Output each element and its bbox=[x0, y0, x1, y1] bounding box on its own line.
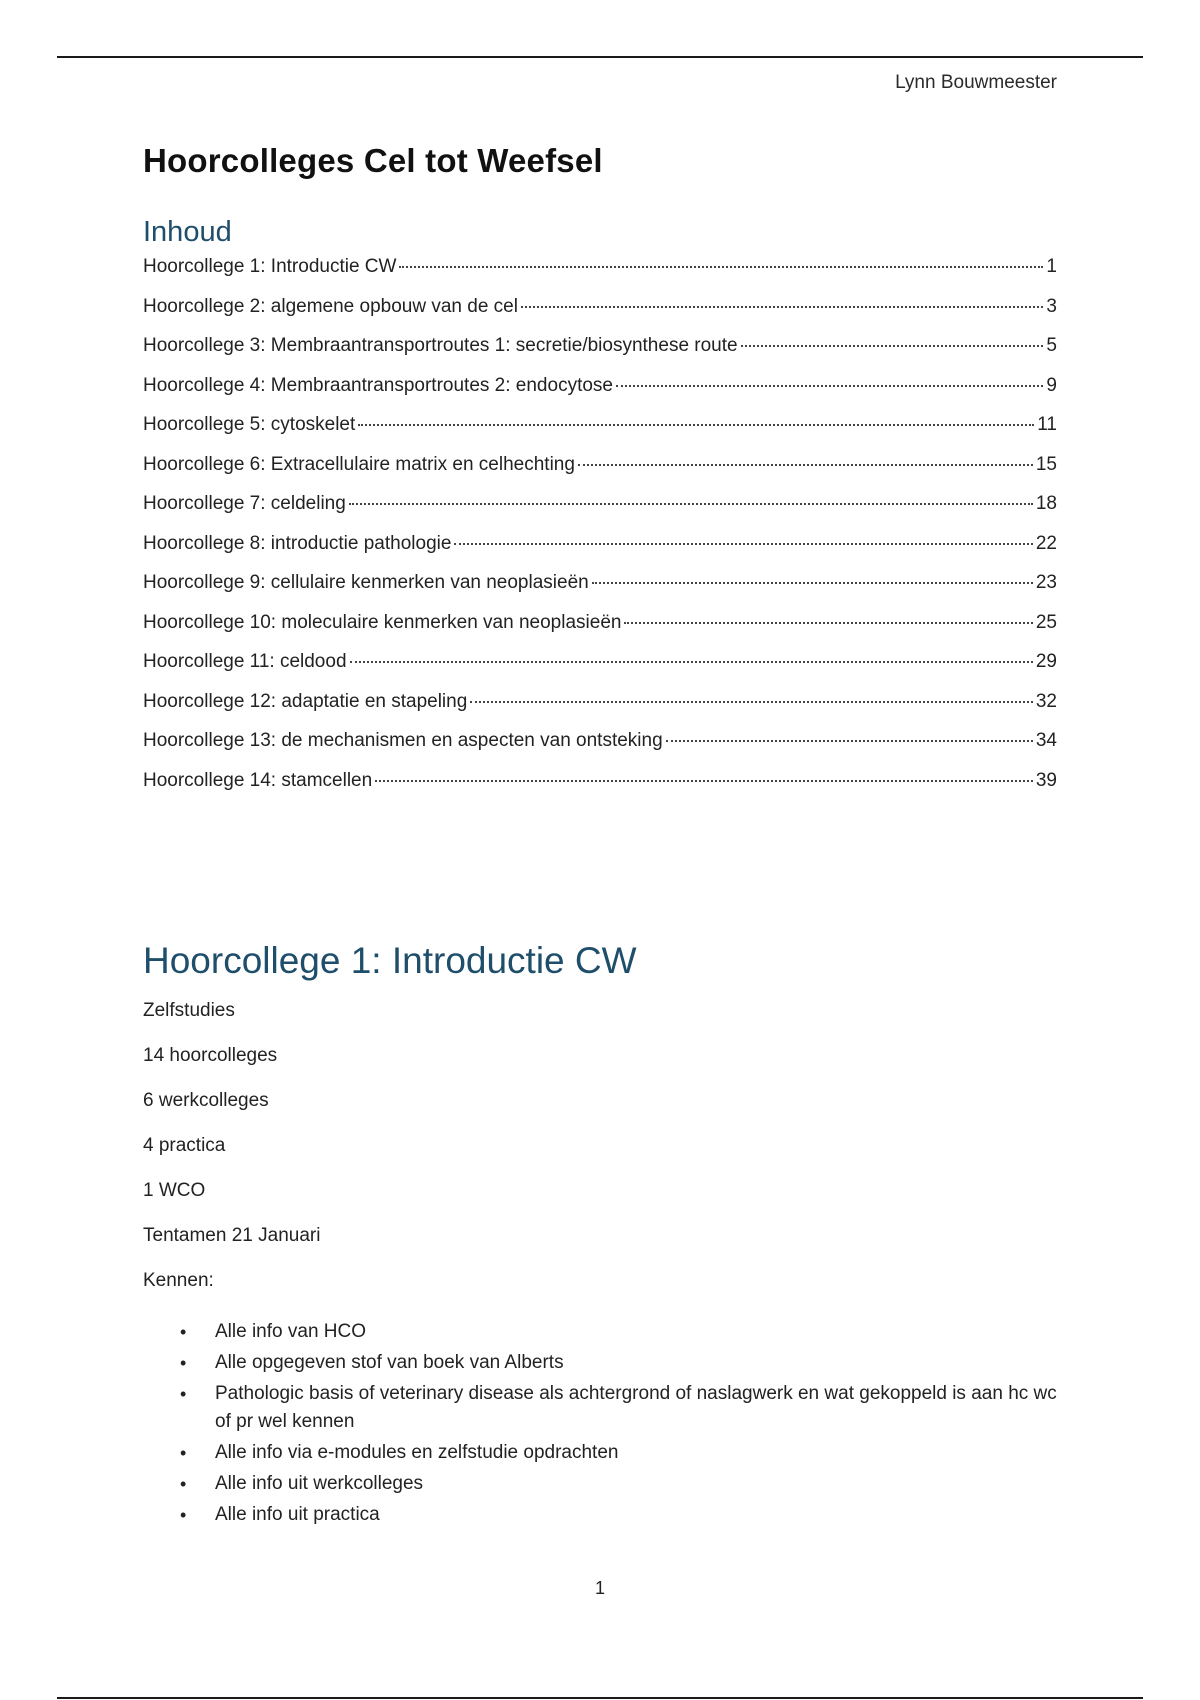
bullet-text: Alle opgegeven stof van boek van Alberts bbox=[215, 1352, 564, 1373]
toc-entry-8[interactable] bbox=[143, 533, 1057, 573]
toc-entry-label: Hoorcollege 6: Extracellulaire matrix en celhechting bbox=[143, 453, 575, 475]
author-name: Lynn Bouwmeester bbox=[895, 72, 1057, 93]
toc-entry-10[interactable] bbox=[143, 612, 1057, 652]
bullet-text: Pathologic basis of veterinary disease als achtergrond of naslagwerk en wat gekoppeld is aan hc wc of pr wel kennen bbox=[215, 1383, 1057, 1432]
body-line: 1 WCO bbox=[143, 1180, 206, 1201]
toc-entry-1[interactable] bbox=[143, 256, 1057, 296]
toc-entry-page: 11 bbox=[1037, 414, 1057, 435]
body-line: 4 practica bbox=[143, 1135, 226, 1156]
toc-entry-5[interactable] bbox=[143, 414, 1057, 454]
bullet-item bbox=[180, 1380, 1060, 1436]
body-line: Kennen: bbox=[143, 1270, 214, 1291]
toc-entry-9[interactable] bbox=[143, 572, 1057, 612]
toc-entry-label: Hoorcollege 11: celdood bbox=[143, 651, 347, 672]
bullet-item bbox=[180, 1470, 1060, 1498]
toc-entry-6[interactable] bbox=[143, 454, 1057, 494]
bullet-item bbox=[180, 1318, 1060, 1346]
toc-entry-page: 25 bbox=[1035, 611, 1057, 633]
bullet-icon: • bbox=[180, 1505, 187, 1525]
bullet-item bbox=[180, 1439, 1060, 1467]
bullet-text: Alle info via e-modules en zelfstudie opdrachten bbox=[215, 1442, 619, 1463]
toc-entry-label: Hoorcollege 3: Membraantransportroutes 1: secretie/biosynthese route bbox=[143, 335, 738, 356]
toc-entry-label: Hoorcollege 9: cellulaire kenmerken van neoplasieën bbox=[143, 572, 589, 593]
document-title: Hoorcolleges Cel tot Weefsel bbox=[143, 142, 603, 179]
toc-entry-14[interactable] bbox=[143, 770, 1057, 810]
toc-leader bbox=[470, 701, 1033, 703]
toc-entry-label: Hoorcollege 2: algemene opbouw van de cel bbox=[143, 295, 518, 317]
toc-entry-2[interactable] bbox=[143, 296, 1057, 336]
bullet-item bbox=[180, 1501, 1060, 1529]
toc-entry-11[interactable] bbox=[143, 651, 1057, 691]
toc-leader bbox=[375, 780, 1033, 782]
toc-leader bbox=[358, 424, 1034, 426]
bullet-item bbox=[180, 1349, 1060, 1377]
page-number: 1 bbox=[594, 1578, 605, 1598]
bullet-icon: • bbox=[180, 1384, 187, 1404]
bullet-text: Alle info uit werkcolleges bbox=[215, 1473, 424, 1494]
body-line: 14 hoorcolleges bbox=[143, 1045, 278, 1066]
section-body bbox=[143, 1000, 320, 1315]
toc-entry-label: Hoorcollege 12: adaptatie en stapeling bbox=[143, 690, 468, 712]
footer-rule bbox=[57, 1697, 1143, 1699]
toc-entry-label: Hoorcollege 13: de mechanismen en aspecten van ontsteking bbox=[143, 730, 663, 751]
bullet-icon: • bbox=[180, 1474, 187, 1494]
body-line: Tentamen 21 Januari bbox=[143, 1225, 321, 1246]
toc-entry-page: 22 bbox=[1035, 532, 1057, 554]
bullet-text: Alle info uit practica bbox=[215, 1504, 380, 1525]
toc-entry-label: Hoorcollege 7: celdeling bbox=[143, 493, 346, 514]
toc-entry-label: Hoorcollege 5: cytoskelet bbox=[143, 414, 356, 435]
toc-leader bbox=[350, 661, 1033, 663]
toc-entry-page: 32 bbox=[1035, 690, 1057, 712]
body-line: Zelfstudies bbox=[143, 1000, 235, 1021]
toc-leader bbox=[616, 385, 1043, 387]
body-line: 6 werkcolleges bbox=[143, 1090, 269, 1111]
toc-entry-page: 5 bbox=[1046, 335, 1057, 356]
toc-entry-label: Hoorcollege 14: stamcellen bbox=[143, 769, 373, 791]
toc-entry-label: Hoorcollege 8: introductie pathologie bbox=[143, 532, 452, 554]
bullet-icon: • bbox=[180, 1443, 187, 1463]
toc-leader bbox=[399, 266, 1043, 268]
toc-leader bbox=[454, 543, 1032, 545]
toc-leader bbox=[666, 740, 1033, 742]
toc-heading: Inhoud bbox=[143, 216, 232, 248]
bullet-text: Alle info van HCO bbox=[215, 1321, 367, 1342]
header-rule bbox=[57, 56, 1143, 58]
bullet-icon: • bbox=[180, 1353, 187, 1373]
toc-leader bbox=[521, 306, 1043, 308]
toc-leader bbox=[349, 503, 1033, 505]
toc-leader bbox=[578, 464, 1033, 466]
toc-entry-page: 39 bbox=[1035, 769, 1057, 791]
toc-entry-page: 23 bbox=[1035, 572, 1057, 593]
toc-leader bbox=[741, 345, 1044, 347]
toc-leader bbox=[592, 582, 1033, 584]
toc-entry-page: 1 bbox=[1046, 256, 1057, 277]
toc-leader bbox=[624, 622, 1032, 624]
table-of-contents bbox=[143, 256, 1057, 809]
toc-entry-page: 15 bbox=[1035, 453, 1057, 475]
toc-entry-label: Hoorcollege 4: Membraantransportroutes 2: endocytose bbox=[143, 374, 613, 396]
toc-entry-3[interactable] bbox=[143, 335, 1057, 375]
bullet-list bbox=[180, 1318, 1060, 1532]
toc-entry-page: 18 bbox=[1035, 493, 1057, 514]
toc-entry-4[interactable] bbox=[143, 375, 1057, 415]
toc-entry-label: Hoorcollege 1: Introductie CW bbox=[143, 256, 397, 277]
toc-entry-13[interactable] bbox=[143, 730, 1057, 770]
section-heading: Hoorcollege 1: Introductie CW bbox=[143, 940, 637, 981]
toc-entry-label: Hoorcollege 10: moleculaire kenmerken van neoplasieën bbox=[143, 611, 622, 633]
bullet-icon: • bbox=[180, 1322, 187, 1342]
toc-entry-page: 3 bbox=[1046, 295, 1057, 317]
toc-entry-page: 9 bbox=[1046, 374, 1057, 396]
toc-entry-7[interactable] bbox=[143, 493, 1057, 533]
toc-entry-page: 34 bbox=[1035, 730, 1057, 751]
toc-entry-page: 29 bbox=[1035, 651, 1057, 672]
toc-entry-12[interactable] bbox=[143, 691, 1057, 731]
